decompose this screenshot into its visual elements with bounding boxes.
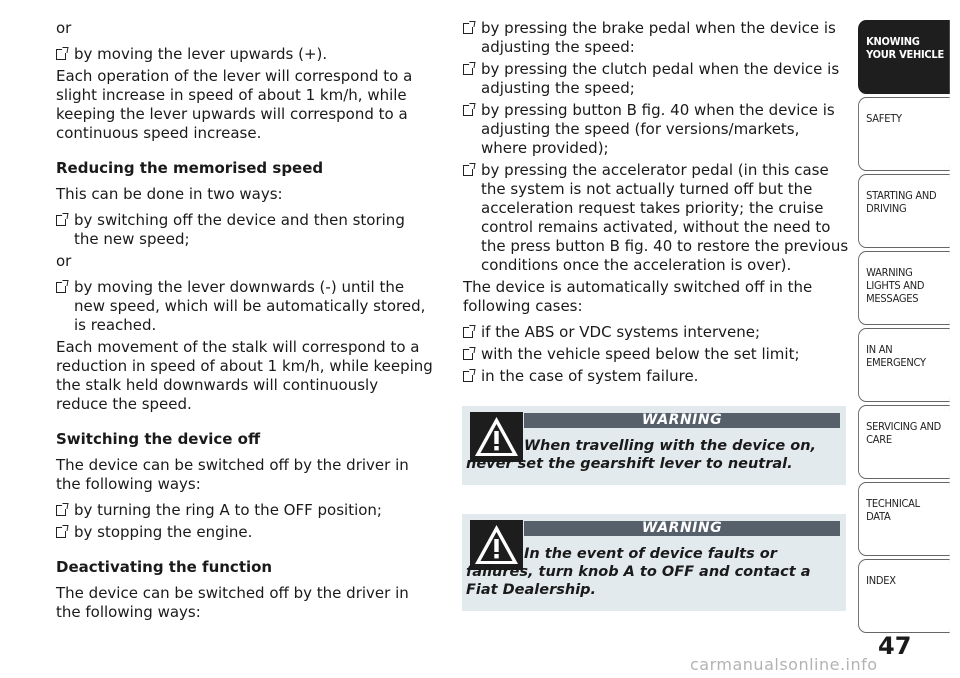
bullet-icon xyxy=(463,349,473,360)
watermark: carmanualsonline.info xyxy=(690,655,878,674)
bullet-item: by moving the lever upwards (+). xyxy=(56,45,434,64)
bullet-item: by stopping the engine. xyxy=(56,523,434,542)
tab-knowing-your-vehicle[interactable]: KNOWING YOUR VEHICLE xyxy=(858,20,950,94)
bullet-item: by turning the ring A to the OFF position; xyxy=(56,501,434,520)
warning-box xyxy=(462,406,846,485)
tab-servicing-and-care[interactable]: SERVICING AND CARE xyxy=(858,405,950,479)
paragraph: Each operation of the lever will correspond to a slight increase in speed of about 1 km/h, while keeping the lever upwards will correspond to a continuous speed increase. xyxy=(56,67,413,142)
bullet-icon xyxy=(463,64,473,75)
paragraph: The device can be switched off by the driver in the following ways: xyxy=(56,456,409,493)
bullet-icon xyxy=(463,23,473,34)
bullet-item: by moving the lever downwards (-) until the new speed, which will be automatically stored, is reached. xyxy=(56,278,434,335)
warning-title: WARNING xyxy=(524,521,840,536)
bullet-item: by pressing the clutch pedal when the device is adjusting the speed; xyxy=(463,60,849,98)
section-heading: Switching the device off xyxy=(56,430,261,448)
bullet-icon xyxy=(463,165,473,176)
bullet-item: by pressing button B fig. 40 when the device is adjusting the speed (for versions/markets, where provided); xyxy=(463,101,849,158)
warning-box xyxy=(462,514,846,611)
tab-safety[interactable]: SAFETY xyxy=(858,97,950,171)
warning-text: When travelling with the device on, never set the gearshift lever to neutral. xyxy=(466,438,817,472)
paragraph: This can be done in two ways: xyxy=(56,185,283,203)
warning-text: In the event of device faults or failures, turn knob A to OFF and contact a Fiat Dealership. xyxy=(466,546,811,598)
page-number: 47 xyxy=(878,632,912,660)
or-text: or xyxy=(56,252,72,270)
tab-starting-and-driving[interactable]: STARTING AND DRIVING xyxy=(858,174,950,248)
or-text: or xyxy=(56,19,72,37)
bullet-item: by pressing the accelerator pedal (in this case the system is not actually turned off but the acceleration request takes priority; the cruise control remains activated, without the need to the press button B fig. 40 to restore the previous conditions once the acceleration is over). xyxy=(463,161,849,275)
tab-in-an-emergency[interactable]: IN AN EMERGENCY xyxy=(858,328,950,402)
bullet-item: by pressing the brake pedal when the device is adjusting the speed: xyxy=(463,19,849,57)
bullet-item: with the vehicle speed below the set limit; xyxy=(463,345,849,364)
section-heading: Deactivating the function xyxy=(56,558,273,576)
section-heading: Reducing the memorised speed xyxy=(56,159,324,177)
bullet-icon xyxy=(56,527,66,538)
tab-index[interactable]: INDEX xyxy=(858,559,950,633)
tab-technical-data[interactable]: TECHNICAL DATA xyxy=(858,482,950,556)
right-column xyxy=(463,19,849,389)
section-tabs xyxy=(858,20,960,636)
bullet-item: by switching off the device and then storing the new speed; xyxy=(56,211,434,249)
bullet-icon xyxy=(56,282,66,293)
bullet-item: if the ABS or VDC systems intervene; xyxy=(463,323,849,342)
bullet-icon xyxy=(56,505,66,516)
bullet-icon xyxy=(56,215,66,226)
bullet-icon xyxy=(56,49,66,60)
bullet-item: in the case of system failure. xyxy=(463,367,849,386)
paragraph: The device is automatically switched off in the following cases: xyxy=(463,278,813,315)
bullet-icon xyxy=(463,327,473,338)
paragraph: Each movement of the stalk will correspond to a reduction in speed of about 1 km/h, while keeping the stalk held downwards will continuously reduce the speed. xyxy=(56,338,433,413)
warning-title: WARNING xyxy=(524,413,840,428)
paragraph: The device can be switched off by the driver in the following ways: xyxy=(56,584,409,621)
tab-warning-lights[interactable]: WARNING LIGHTS AND MESSAGES xyxy=(858,251,950,325)
left-column xyxy=(56,19,434,629)
bullet-icon xyxy=(463,371,473,382)
bullet-icon xyxy=(463,105,473,116)
